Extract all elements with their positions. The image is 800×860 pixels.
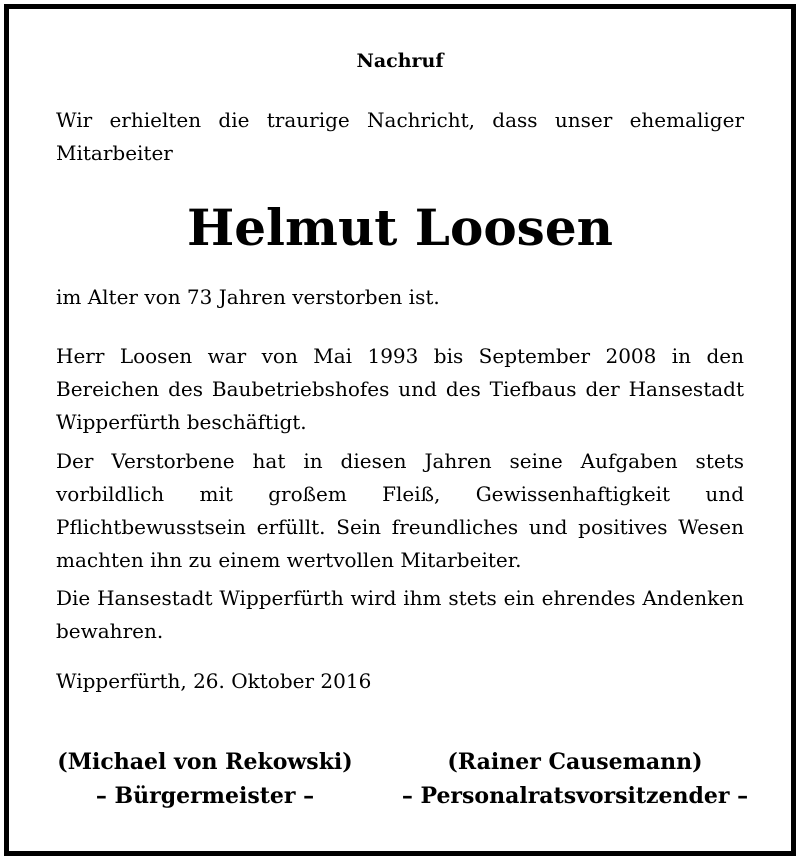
- notice-heading: Nachruf: [356, 50, 444, 72]
- signature-right-role: – Personalratsvorsitzender –: [401, 783, 749, 809]
- remembrance-paragraph: Die Hansestadt Wipperfürth wird ihm stets ein ehrendes Andenken bewahren.: [56, 586, 744, 643]
- place-date: Wipperfürth, 26. Oktober 2016: [56, 669, 372, 693]
- age-text: im Alter von 73 Jahren verstorben ist.: [56, 285, 440, 309]
- tribute-paragraph: Der Verstorbene hat in diesen Jahren seine Aufgaben stets vorbildlich mit großem Fleiß, Gewissenhaftigkeit und Pflichtbewusstsein erfüllt. Sein freundliches und positives Wesen machten ihn zu einem wertvollen Mitarbeiter.: [56, 449, 744, 572]
- signature-left-name: (Michael von Rekowski): [57, 749, 353, 775]
- employment-paragraph: Herr Loosen war von Mai 1993 bis September 2008 in den Bereichen des Baubetriebshofes und des Tiefbaus der Hansestadt Wipperfürth beschäftigt.: [56, 344, 744, 434]
- signature-right: [390, 745, 760, 813]
- signature-right-name: (Rainer Causemann): [447, 749, 703, 775]
- intro-text: Wir erhielten die traurige Nachricht, dass unser ehemaliger Mitarbeiter: [56, 108, 744, 165]
- signature-left-role: – Bürgermeister –: [95, 783, 315, 809]
- signature-left: [40, 745, 370, 813]
- deceased-name: Helmut Loosen: [187, 198, 613, 257]
